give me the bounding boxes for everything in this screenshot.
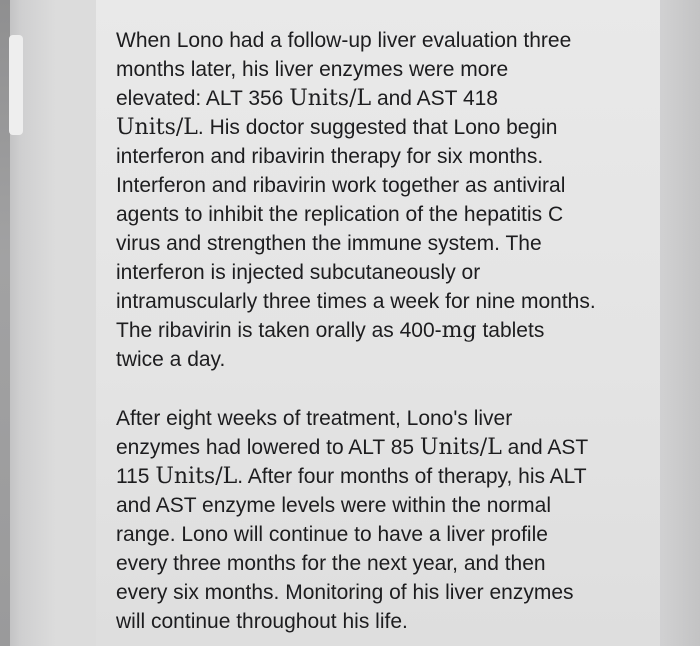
text-run: twice a day.: [116, 348, 226, 371]
text-line: [116, 113, 646, 142]
text-line: [116, 433, 646, 462]
text-line: [116, 287, 646, 316]
text-run: After eight weeks of treatment, Lono's liver: [116, 407, 513, 430]
document-text: [116, 26, 646, 636]
text-run: tablets: [476, 319, 545, 342]
right-shadow: [662, 0, 700, 646]
text-line: [116, 316, 646, 345]
text-run: elevated: ALT 356: [116, 87, 290, 110]
text-run: 115: [116, 465, 156, 488]
text-line: [116, 345, 646, 374]
text-run: . His doctor suggested that Lono begin: [197, 116, 558, 139]
text-line: [116, 55, 646, 84]
text-line: [116, 200, 646, 229]
text-run: Interferon and ribavirin work together as antiviral: [116, 174, 566, 197]
text-run: and AST 418: [371, 87, 498, 110]
unit-notation: Units/L: [289, 86, 372, 111]
paragraph-1: [116, 26, 646, 374]
text-line: [116, 171, 646, 200]
text-line: [116, 229, 646, 258]
text-run: range. Lono will continue to have a liver profile: [116, 523, 548, 546]
text-run: intramuscularly three times a week for nine months.: [116, 290, 596, 313]
paragraph-2: [116, 404, 646, 636]
text-line: [116, 26, 646, 55]
unit-notation: Units/L: [116, 115, 198, 140]
text-run: virus and strengthen the immune system. The: [116, 232, 542, 255]
text-line: [116, 520, 646, 549]
text-line: [116, 142, 646, 171]
text-line: [116, 404, 646, 433]
text-run: enzymes had lowered to ALT 85: [116, 436, 420, 459]
text-line: [116, 491, 646, 520]
unit-notation: Units/L: [419, 435, 502, 460]
text-line: [116, 607, 646, 636]
unit-notation: Units/L: [155, 464, 238, 489]
unit-notation: mg: [441, 318, 477, 343]
text-run: When Lono had a follow-up liver evaluation three: [116, 29, 572, 52]
text-run: every six months. Monitoring of his liver enzymes: [116, 581, 574, 604]
text-line: [116, 462, 646, 491]
text-run: . After four months of therapy, his ALT: [237, 465, 587, 488]
text-run: will continue throughout his life.: [116, 610, 408, 633]
text-line: [116, 258, 646, 287]
scrollbar-thumb[interactable]: [9, 35, 23, 135]
text-run: agents to inhibit the replication of the hepatitis C: [116, 203, 564, 226]
text-run: and AST: [501, 436, 589, 459]
text-run: interferon is injected subcutaneously or: [116, 261, 481, 284]
text-run: The ribavirin is taken orally as 400-: [116, 319, 442, 342]
text-run: every three months for the next year, and then: [116, 552, 546, 575]
text-line: [116, 84, 646, 113]
text-run: and AST enzyme levels were within the normal: [116, 494, 551, 517]
text-line: [116, 549, 646, 578]
text-run: interferon and ribavirin therapy for six months.: [116, 145, 544, 168]
text-run: months later, his liver enzymes were more: [116, 58, 509, 81]
text-line: [116, 578, 646, 607]
